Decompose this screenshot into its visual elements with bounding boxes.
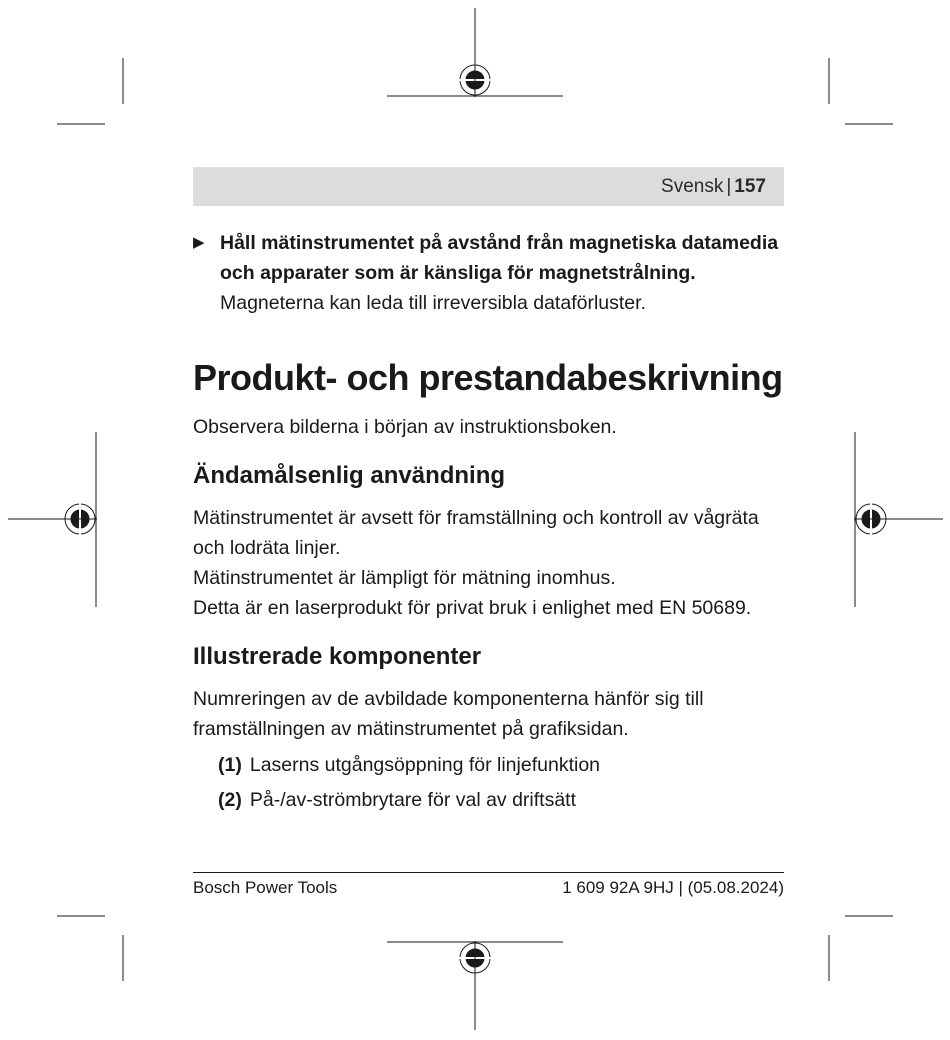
safety-bullet xyxy=(193,228,793,318)
section-title: Produkt- och prestandabeskrivning xyxy=(193,357,783,398)
registration-mark-left xyxy=(8,432,97,607)
intended-use-heading: Ändamålsenlig användning xyxy=(193,462,506,489)
header-separator: | xyxy=(726,176,732,197)
header-section: Svensk xyxy=(661,176,724,197)
page-number: 157 xyxy=(734,176,766,197)
item-number: (1) xyxy=(218,754,242,776)
intended-use-line: Detta är en laserprodukt för privat bruk i enlighet med EN 50689. xyxy=(193,597,752,619)
footer-rule xyxy=(193,872,784,873)
safety-bullet-bold: Håll mätinstrumentet på avstånd från magnetiska datamedia och apparater som är känsliga för magnetstrålning. xyxy=(220,232,779,284)
item-label: Laserns utgångsöppning för linjefunktion xyxy=(249,754,601,776)
page-content xyxy=(193,228,793,820)
registration-mark-bottom xyxy=(387,941,563,1030)
intended-use-text xyxy=(193,503,793,623)
intro-text: Observera bilderna i början av instruktionsboken. xyxy=(193,416,617,438)
footer-brand: Bosch Power Tools xyxy=(193,878,338,897)
intended-use-line: Mätinstrumentet är lämpligt för mätning inomhus. xyxy=(193,567,616,589)
bullet-arrow-icon: ▶ xyxy=(193,234,205,251)
components-text: Numreringen av de avbildade komponenterna hänför sig till framställningen av mätinstrumentet på grafiksidan. xyxy=(193,688,704,740)
registration-mark-top xyxy=(387,8,563,97)
page-header xyxy=(193,167,784,206)
item-label: På-/av-strömbrytare för val av driftsätt xyxy=(249,789,577,811)
intended-use-line: Mätinstrumentet är avsett för framställning och kontroll av vågräta och lodräta linjer. xyxy=(193,507,759,559)
registration-mark-right xyxy=(854,432,943,607)
components-list xyxy=(193,750,793,815)
item-number: (2) xyxy=(218,789,242,811)
footer-doc-id: 1 609 92A 9HJ | (05.08.2024) xyxy=(562,878,784,897)
list-item xyxy=(218,750,793,780)
components-heading: Illustrerade komponenter xyxy=(193,643,482,670)
safety-bullet-text: Magneterna kan leda till irreversibla dataförluster. xyxy=(220,292,646,314)
header-text xyxy=(661,176,766,198)
list-item xyxy=(218,785,793,815)
